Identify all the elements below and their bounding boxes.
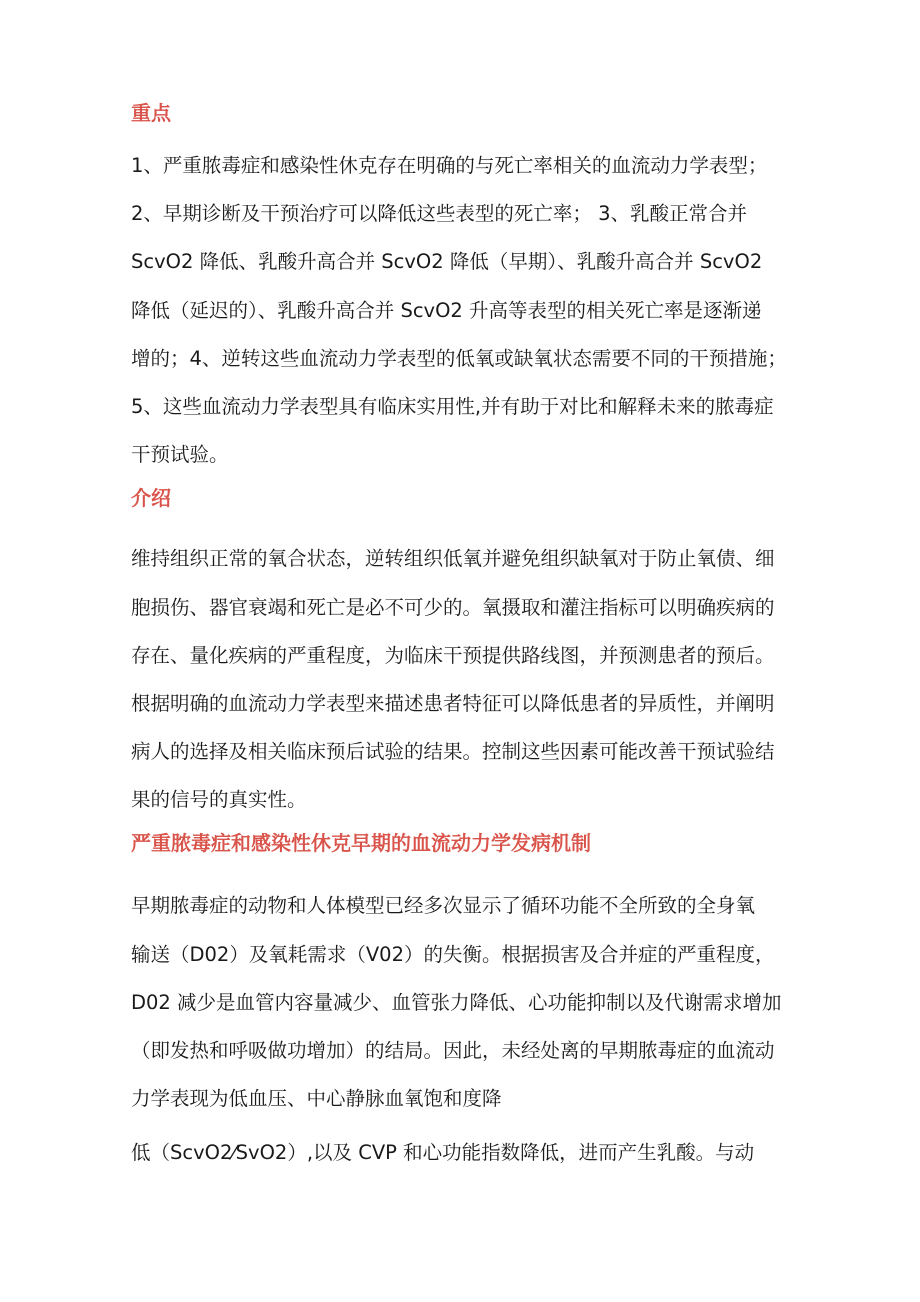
text-line: 果的信号的真实性。 xyxy=(131,788,307,812)
text-line: 干预试验。 xyxy=(131,443,229,467)
text-line: 力学表现为低血压、中心静脉血氧饱和度降 xyxy=(131,1087,502,1111)
text-line: 存在、量化疾病的严重程度，为临床干预提供路线图，并预测患者的预后。 xyxy=(131,643,775,667)
section-heading-key-points: 重点 xyxy=(131,101,171,125)
text-line: D02 减少是血管内容量减少、血管张力降低、心功能抑制以及代谢需求增加 xyxy=(131,990,782,1014)
text-line: 输送（D02）及氧耗需求（V02）的失衡。根据损害及合并症的严重程度， xyxy=(131,942,775,966)
text-line: 根据明确的血流动力学表型来描述患者特征可以降低患者的异质性，并阐明 xyxy=(131,691,775,715)
text-line: 维持组织正常的氧合状态，逆转组织低氧并避免组织缺氧对于防止氧债、细 xyxy=(131,547,775,571)
paragraph-pathogenesis xyxy=(131,882,803,1123)
section-heading-pathogenesis: 严重脓毒症和感染性休克早期的血流动力学发病机制 xyxy=(131,831,591,856)
text-line: 早期脓毒症的动物和人体模型已经多次显示了循环功能不全所致的全身氧 xyxy=(131,894,756,918)
paragraph-key-points xyxy=(131,142,803,479)
paragraph-introduction xyxy=(131,535,803,824)
text-line: （即发热和呼吸做功增加）的结局。因此，未经处离的早期脓毒症的血流动 xyxy=(131,1039,775,1062)
text-line: 降低（延迟的）、乳酸升高合并 ScvO2 升高等表型的相关死亡率是逐渐递 xyxy=(131,298,762,322)
text-line: 1、严重脓毒症和感染性休克存在明确的与死亡率相关的血流动力学表型； xyxy=(131,154,768,177)
document-page xyxy=(131,96,803,1178)
text-line: 增的；4、逆转这些血流动力学表型的低氧或缺氧状态需要不同的干预措施； xyxy=(131,346,787,370)
text-line: ScvO2 降低、乳酸升高合并 ScvO2 降低（早期）、乳酸升高合并 ScvO2 xyxy=(131,250,763,274)
text-line: 低（ScvO2⁄SvO2）,以及 CVP 和心功能指数降低，进而产生乳酸。与动 xyxy=(131,1141,755,1165)
text-line: 胞损伤、器官衰竭和死亡是必不可少的。氧摄取和灌注指标可以明确疾病的 xyxy=(131,595,775,619)
section-heading-introduction: 介绍 xyxy=(131,486,171,511)
text-line: 5、这些血流动力学表型具有临床实用性,并有助于对比和解释未来的脓毒症 xyxy=(131,394,774,418)
text-line: 2、早期诊断及干预治疗可以降低这些表型的死亡率； 3、乳酸正常合并 xyxy=(131,202,748,226)
paragraph-pathogenesis-continued xyxy=(131,1129,803,1177)
text-line: 病人的选择及相关临床预后试验的结果。控制这些因素可能改善干预试验结 xyxy=(131,740,775,764)
